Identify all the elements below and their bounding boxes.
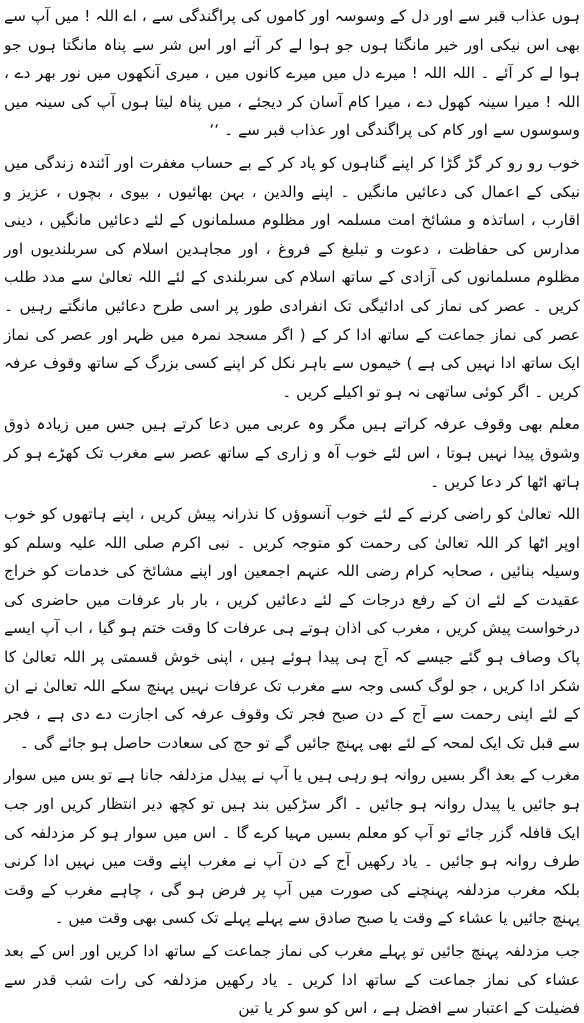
paragraph-5: مغرب کے بعد اگر بسیں روانہ ہو رہی ہیں یا آپ نے پیدل مزدلفہ جانا ہے تو بس میں سوار ہو جائیں یا پیدل روانہ ہو جائیں ۔ اگر سڑکیں بند ہیں تو کچھ دیر انتظار کریں اور جب ایک قافلہ گزر جائے تو آپ کو معلم بسیں مہیا کرے گا ۔ اس میں سوار ہو کر مزدلفہ کی طرف روانہ ہو جائیں ۔ یاد رکھیں آج کے دن آپ نے مغرب اپنے وقت میں نہیں ادا کرنی بلکہ مغرب مزدلفہ پہنچنے کی صورت میں آپ پر فرض ہو گی ، چاہے مغرب کے وقت پہنچ جائیں یا عشاء کے وقت یا صبح صادق سے پہلے پہلے تک کسی بھی وقت میں ۔ bbox=[4, 766, 580, 928]
paragraph-6: جب مزدلفہ پہنچ جائیں تو پہلے مغرب کی نماز جماعت کے ساتھ ادا کریں اور اس کے بعد عشاء کی نماز جماعت کے ساتھ ادا کریں ۔ یاد رکھیں مزدلفہ کی رات شب قدر سے فضیلت کے اعتبار سے افضل ہے ، اس کو سو کر یا تین bbox=[4, 942, 580, 1018]
paragraph-4: اللہ تعالیٰ کو راضی کرنے کے لئے خوب آنسوؤں کا نذرانہ پیش کریں ، اپنے ہاتھوں کو خوب اوپر اٹھا کر اللہ تعالیٰ کی رحمت کو متوجہ کریں ۔ نبی اکرم صلی اللہ علیہ وسلم کو وسیلہ بنائیں ، صحابہ کرام رضی اللہ عنہم اجمعین اور اپنے مشائخ کی خدمات کو خراج عقیدت کے لئے ان کے رفع درجات کے لئے دعائیں کریں ، بار بار عرفات میں حاضری کی درخواست پیش کریں ، مغرب کی اذان ہوتے ہی عرفات کا وقت ختم ہو گیا ، اب آپ ایسے پاک وصاف ہو گئے جیسے کہ آج ہی پیدا ہوئے ہیں ، اپنی خوش قسمتی پر اللہ تعالیٰ کا شکر ادا کریں ، جو لوگ کسی وجہ سے مغرب تک عرفات نہیں پہنچ سکے اللہ تعالیٰ نے ان کے لئے اپنی رحمت سے آج کے دن صبح فجر تک وقوف عرفہ کی اجازت دے دی ہے ، فجر سے قبل تک ایک لمحہ کے لئے بھی پہنچ جائیں گے تو حج کی سعادت حاصل ہو جائے گی ۔ bbox=[4, 505, 580, 752]
paragraph-2: خوب رو رو کر گڑ گڑا کر اپنے گناہوں کو یاد کر کے بے حساب مغفرت اور آئندہ زندگی میں نیکی کے اعمال کی دعائیں مانگیں ۔ اپنے والدین ، بہن بھائیوں ، بیوی ، بچوں ، عزیز و اقارب ، اساتذہ و مشائخ امت مسلمہ اور مظلوم مسلمانوں کے لئے دعائیں مانگیں ، دینی مدارس کی حفاظت ، دعوت و تبلیغ کے فروغ ، اور مجاہدین اسلام کی سربلندیوں اور مظلوم مسلمانوں کی آزادی کے ساتھ اسلام کی سربلندی کے لئے اللہ تعالیٰ سے مدد طلب کریں ۔ عصر کی نماز کی ادائیگی تک انفرادی طور پر اسی طرح دعائیں مانگتے رہیں ۔ عصر کی نماز جماعت کے ساتھ ادا کر کے ( اگر مسجد نمرہ میں ظہر اور عصر کی نماز ایک ساتھ ادا نہیں کی ہے ) خیموں سے باہر نکل کر اپنے کسی بزرگ کے ساتھ وقوف عرفہ کریں ۔ اگر کوئی ساتھی نہ ہو تو اکیلے کریں ۔ bbox=[4, 153, 580, 401]
paragraph-1: ہوں عذاب قبر سے اور دل کے وسوسہ اور کاموں کی پراگندگی سے ، اے اللہ ! میں آپ سے بھی اس نیکی اور خیر مانگتا ہوں جو ہوا لے کر آئے اور اس شر سے پناہ مانگتا ہوں جو ہوا لے کر آئے ۔ اللہ اللہ ! میرے دل میں میرے کانوں میں ، میری آنکھوں میں نور بھر دے ، اللہ ! میرا سینہ کھول دے ، میرا کام آسان کر دیجئے ، میں پناہ لیتا ہوں آپ کی سینہ میں وسوسوں سے اور کام کی پراگندگی اور عذاب قبر سے ۔ ‘‘ bbox=[4, 7, 580, 140]
paragraph-3: معلم بھی وقوف عرفہ کراتے ہیں مگر وہ عربی میں دعا کرتے ہیں جس میں زیادہ ذوق وشوق پیدا نہیں ہوتا ، اس لئے خوب آہ و زاری کے ساتھ عصر سے مغرب تک کھڑے ہو کر ہاتھ اٹھا کر دعا کریں ۔ bbox=[4, 415, 580, 491]
